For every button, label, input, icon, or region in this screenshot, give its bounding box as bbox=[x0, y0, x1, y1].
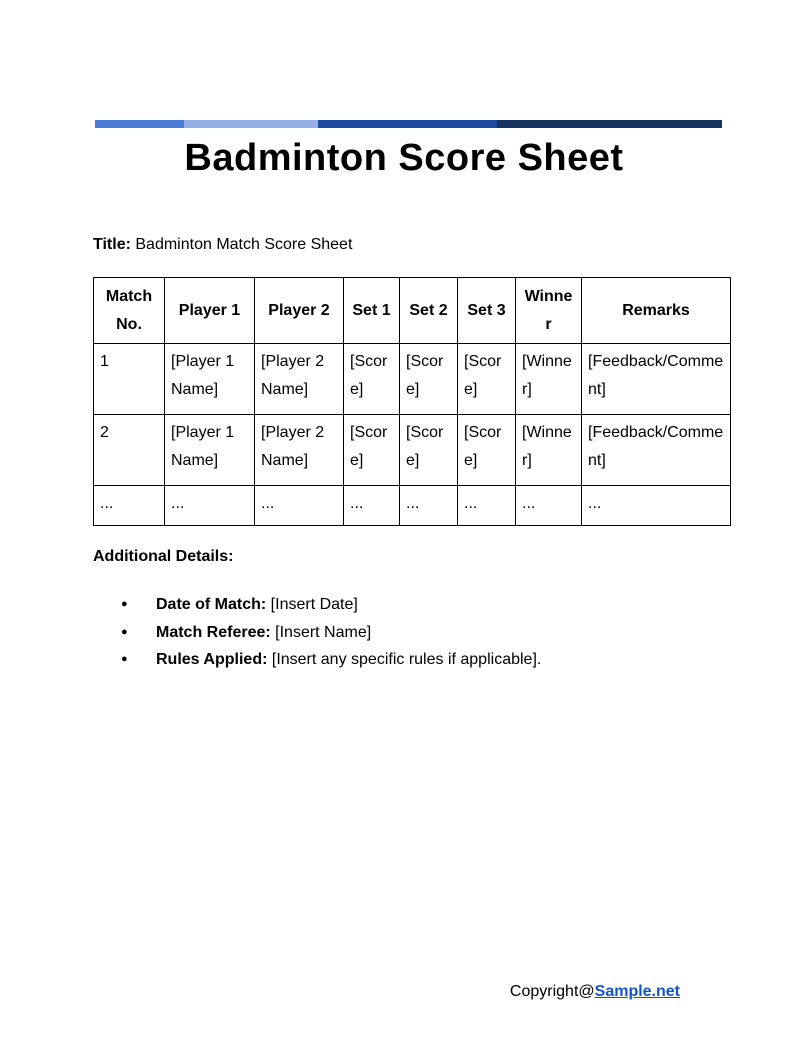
column-header-remarks: Remarks bbox=[582, 278, 731, 344]
column-header-set2: Set 2 bbox=[400, 278, 458, 344]
footer bbox=[0, 981, 808, 1003]
detail-value: [Insert any specific rules if applicable]. bbox=[267, 651, 542, 669]
table-cell: ... bbox=[94, 486, 165, 526]
table-cell: [Winner] bbox=[516, 415, 582, 486]
table-cell: [Score] bbox=[458, 344, 516, 415]
table-cell: [Player 1 Name] bbox=[165, 415, 255, 486]
table-cell: ... bbox=[255, 486, 344, 526]
copyright-link[interactable]: Sample.net bbox=[594, 983, 680, 1000]
bullet-icon: ● bbox=[121, 653, 128, 666]
details-heading: Additional Details: bbox=[93, 548, 234, 565]
table-row bbox=[94, 415, 731, 486]
table-cell: [Player 2 Name] bbox=[255, 344, 344, 415]
table-cell: 1 bbox=[94, 344, 165, 415]
detail-value: [Insert Name] bbox=[270, 623, 372, 641]
table-cell: ... bbox=[400, 486, 458, 526]
table-cell: [Score] bbox=[344, 344, 400, 415]
score-table bbox=[93, 277, 731, 526]
table-cell: ... bbox=[582, 486, 731, 526]
detail-label: Date of Match: bbox=[156, 596, 267, 613]
detail-label: Match Referee: bbox=[156, 623, 271, 641]
table-cell: [Feedback/Comment] bbox=[582, 344, 731, 415]
detail-value: [Insert Date] bbox=[266, 596, 358, 613]
detail-text bbox=[156, 646, 541, 674]
bar-segment-4 bbox=[497, 120, 722, 128]
column-header-player1: Player 1 bbox=[165, 278, 255, 344]
table-cell: [Score] bbox=[344, 415, 400, 486]
bullet-icon: ● bbox=[121, 625, 128, 638]
table-cell: [Player 1 Name] bbox=[165, 344, 255, 415]
list-item bbox=[121, 619, 733, 647]
subtitle-value: Badminton Match Score Sheet bbox=[130, 236, 353, 253]
table-cell: 2 bbox=[94, 415, 165, 486]
table-cell: ... bbox=[165, 486, 255, 526]
column-header-winner: Winner bbox=[516, 278, 582, 344]
table-cell: [Winner] bbox=[516, 344, 582, 415]
column-header-player2: Player 2 bbox=[255, 278, 344, 344]
table-row bbox=[94, 344, 731, 415]
page-title: Badminton Score Sheet bbox=[184, 137, 624, 179]
table-header-row bbox=[94, 278, 731, 344]
detail-text bbox=[156, 619, 371, 647]
table-cell: ... bbox=[516, 486, 582, 526]
column-header-match-no: Match No. bbox=[94, 278, 165, 344]
table-cell: [Feedback/Comment] bbox=[582, 415, 731, 486]
list-item bbox=[121, 591, 733, 619]
table-cell: [Score] bbox=[400, 415, 458, 486]
subtitle-label: Title: bbox=[93, 236, 131, 253]
details-list bbox=[93, 591, 733, 674]
table-cell: [Score] bbox=[400, 344, 458, 415]
table-cell: ... bbox=[344, 486, 400, 526]
table-row bbox=[94, 486, 731, 526]
table-cell: [Player 2 Name] bbox=[255, 415, 344, 486]
table-cell: ... bbox=[458, 486, 516, 526]
column-header-set1: Set 1 bbox=[344, 278, 400, 344]
document-subtitle bbox=[93, 233, 733, 257]
decorative-divider-bar bbox=[95, 120, 722, 128]
detail-text bbox=[156, 591, 358, 619]
list-item bbox=[121, 646, 733, 674]
column-header-set3: Set 3 bbox=[458, 278, 516, 344]
bar-segment-3 bbox=[318, 120, 497, 128]
table-cell: [Score] bbox=[458, 415, 516, 486]
bullet-icon: ● bbox=[121, 598, 128, 610]
bar-segment-1 bbox=[95, 120, 184, 128]
bar-segment-2 bbox=[184, 120, 318, 128]
detail-label: Rules Applied: bbox=[156, 651, 268, 669]
copyright-text: Copyright@ bbox=[509, 983, 595, 1000]
